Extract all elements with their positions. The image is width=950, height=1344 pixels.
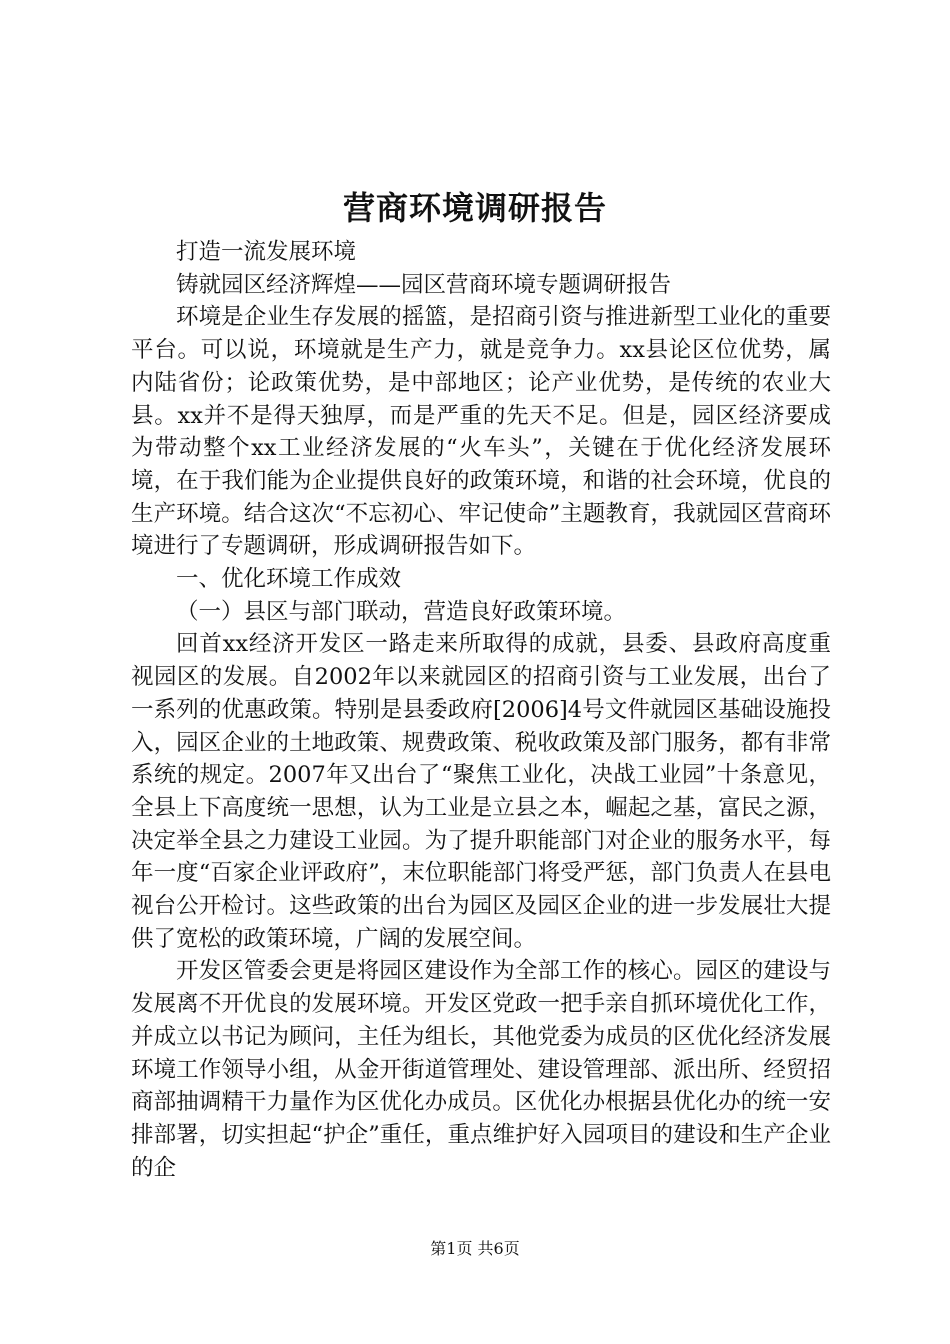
subtitle-line-2: 铸就园区经济辉煌——园区营商环境专题调研报告 (176, 271, 672, 298)
subtitle-line-1: 打造一流发展环境 (176, 239, 357, 265)
document-title: 营商环境调研报告 (342, 189, 607, 227)
body-paragraph: 回首xx经济开发区一路走来所取得的成就，县委、县政府高度重视园区的发展。自2002年以来就园区的招商引资与工业发展，出台了一系列的优惠政策。特别是县委政府[2006]4号文件就园区基础设施投入，园区企业的土地政策、规费政策、税收政策及部门服务，都有非常系统的规定。2007年又出台了“聚焦工业化，决战工业园”十条意见，全县上下高度统一思想，认为工业是立县之本，崛起之基，富民之源，决定举全县之力建设工业园。为了提升职能部门对企业的服务水平，每年一度“百家企业评政府”，末位职能部门将受严惩，部门负责人在县电视台公开检讨。这些政策的出台为园区及园区企业的进一步发展壮大提供了宽松的政策环境，广阔的发展空间。 (131, 631, 831, 952)
page-footer: 第1页 共6页 (430, 1239, 520, 1258)
subsection-heading: （一）县区与部门联动，营造良好政策环境。 (176, 598, 627, 625)
document-body (131, 236, 831, 1184)
intro-paragraph: 环境是企业生存发展的摇篮，是招商引资与推进新型工业化的重要平台。可以说，环境就是生产力，就是竞争力。xx县论区位优势，属内陆省份；论政策优势，是中部地区；论产业优势，是传统的农业大县。xx并不是得天独厚，而是严重的先天不足。但是，园区经济要成为带动整个xx工业经济发展的“火车头”，关键在于优化经济发展环境，在于我们能为企业提供良好的政策环境，和谐的社会环境，优良的生产环境。结合这次“不忘初心、牢记使命”主题教育，我就园区营商环境进行了专题调研，形成调研报告如下。 (131, 304, 831, 560)
body-paragraph: 开发区管委会更是将园区建设作为全部工作的核心。园区的建设与发展离不开优良的发展环境。开发区党政一把手亲自抓环境优化工作，并成立以书记为顾问，主任为组长，其他党委为成员的区优化经济发展环境工作领导小组，从金开街道管理处、建设管理部、派出所、经贸招商部抽调精干力量作为区优化办成员。区优化办根据县优化办的统一安排部署，切实担起“护企”重任，重点维护好入园项目的建设和生产企业的企 (131, 958, 831, 1181)
section-heading: 一、优化环境工作成效 (176, 566, 402, 593)
